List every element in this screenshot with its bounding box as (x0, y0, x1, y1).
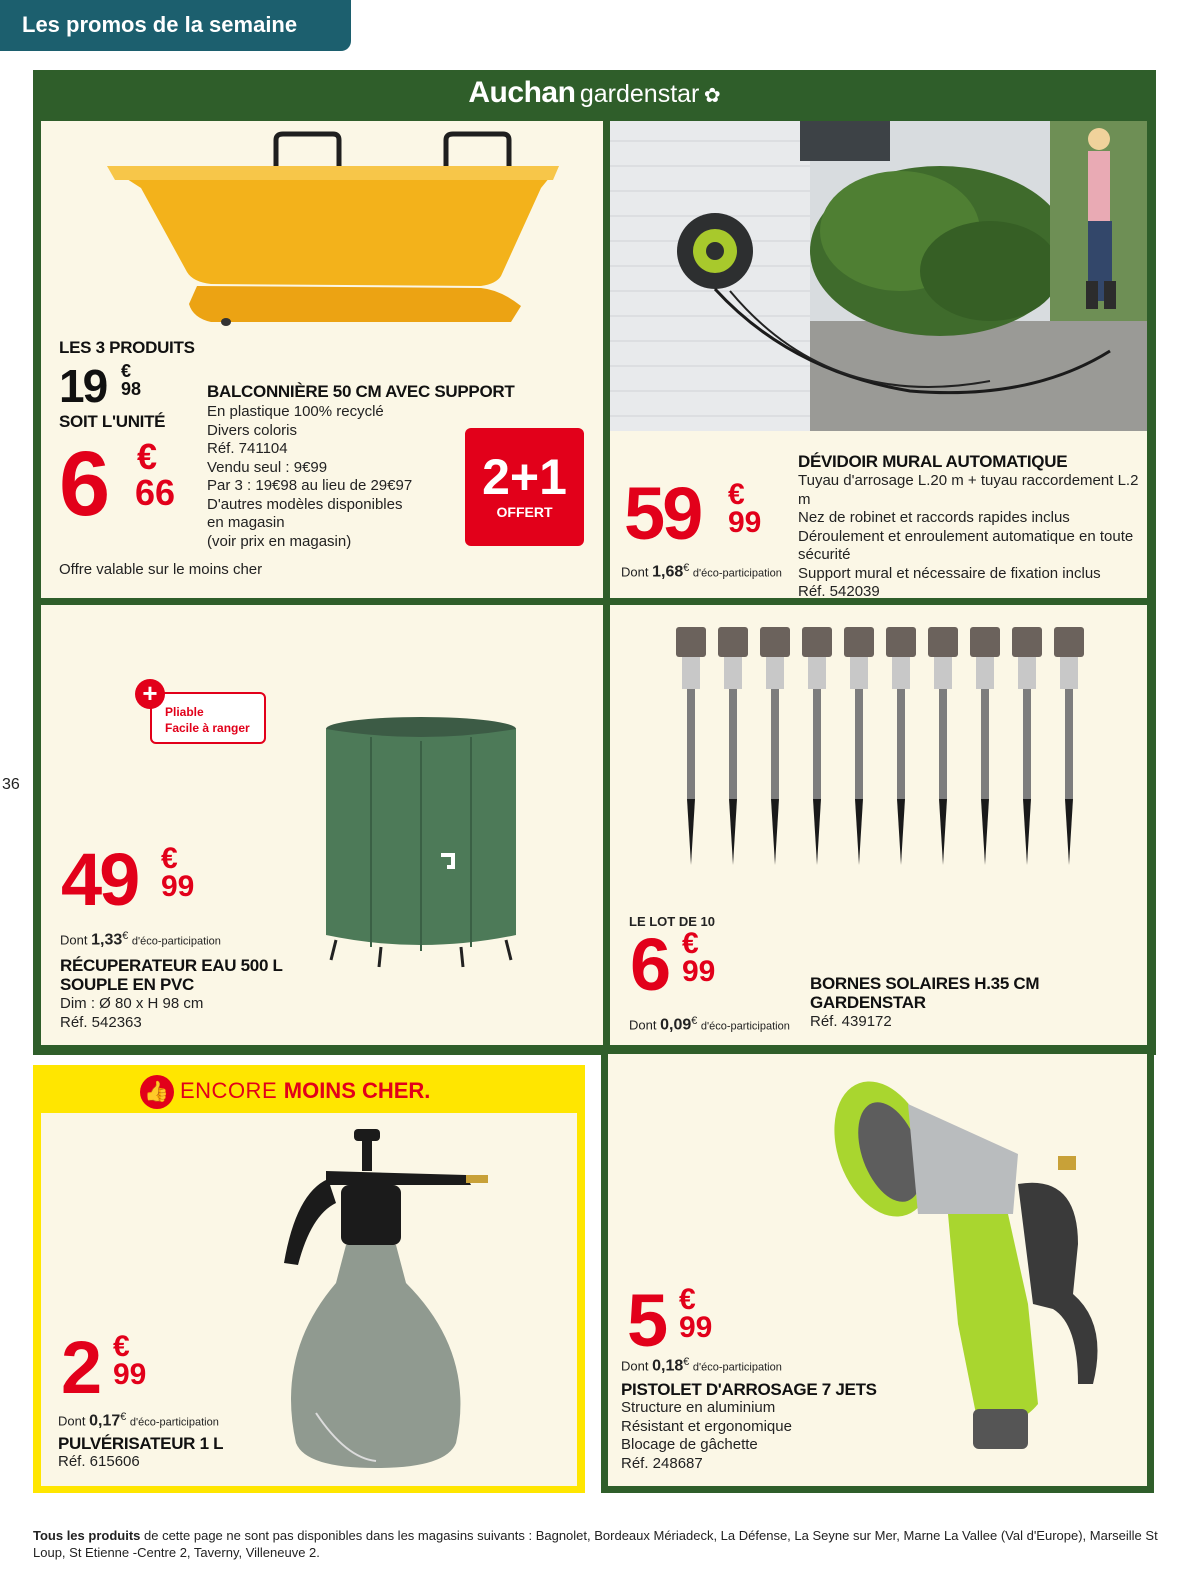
detail-line: Structure en aluminium (621, 1399, 776, 1416)
leaf-icon: ✿ (703, 85, 721, 107)
qty-label: LES 3 PRODUITS (59, 338, 195, 357)
price-euro: € (161, 842, 178, 875)
price-int: 5 (627, 1279, 666, 1362)
price-int: 6 (630, 923, 669, 1006)
product-details (60, 995, 203, 1032)
unit-label: SOIT L'UNITÉ (59, 412, 166, 431)
unit-price-cent: 66 (135, 472, 176, 513)
eco-prefix: Dont (629, 1017, 657, 1033)
eco-value: 0,09 (660, 1016, 692, 1034)
eco-euro: € (122, 930, 129, 942)
detail-line: D'autres modèles disponibles (207, 495, 403, 513)
detail-line: Réf. 542363 (60, 1013, 142, 1031)
total-price (59, 359, 142, 413)
feature-tag (150, 692, 266, 744)
eco-prefix: Dont (60, 932, 88, 948)
unit-price-euro: € (137, 436, 158, 477)
total-price-cent: 98 (121, 379, 142, 399)
product-ref: Réf. 439172 (810, 1013, 892, 1030)
brand-logo (33, 76, 1156, 110)
eco-participation (621, 562, 782, 581)
product-title (60, 956, 283, 994)
product-title: PISTOLET D'ARROSAGE 7 JETS (621, 1380, 877, 1399)
title-line: RÉCUPERATEUR EAU 500 L (60, 956, 283, 975)
price-int: 59 (624, 472, 701, 555)
price-euro: € (113, 1330, 130, 1363)
eco-value: 0,17 (89, 1412, 121, 1430)
planter-image (101, 126, 571, 331)
product-card-devidoir[interactable] (610, 121, 1147, 598)
detail-line: Dim : Ø 80 x H 98 cm (60, 995, 204, 1012)
eco-euro: € (683, 562, 690, 574)
total-price-euro: € (121, 361, 132, 381)
product-title: PULVÉRISATEUR 1 L (58, 1434, 224, 1453)
brand-sub: gardenstar (579, 80, 700, 108)
detail-line: En plastique 100% recyclé (207, 403, 384, 420)
price (61, 838, 195, 921)
product-card-pistolet[interactable] (608, 1054, 1147, 1486)
page-header-tab: Les promos de la semaine (0, 0, 351, 51)
price-cent: 99 (113, 1358, 147, 1391)
price-euro: € (728, 478, 745, 511)
title-line: GARDENSTAR (810, 993, 926, 1012)
eco-suffix: d'éco-participation (692, 1361, 782, 1374)
product-details (207, 403, 412, 551)
plus-icon: + (135, 679, 165, 709)
qty-label: LE LOT DE 10 (629, 914, 715, 929)
price-int: 49 (61, 838, 138, 921)
price-cent: 99 (682, 955, 716, 988)
title-line: BORNES SOLAIRES H.35 CM (810, 974, 1040, 993)
eco-participation (58, 1411, 219, 1430)
unit-price (59, 433, 176, 535)
eco-participation (629, 1015, 790, 1034)
eco-suffix: d'éco-participation (131, 935, 221, 948)
product-card-bornes[interactable] (610, 605, 1147, 1045)
eco-prefix: Dont (621, 564, 649, 580)
sprayer-image (266, 1123, 501, 1473)
price (61, 1326, 147, 1409)
spray-gun-image (828, 1064, 1128, 1464)
title-line: SOUPLE EN PVC (60, 975, 195, 994)
detail-line: Divers coloris (207, 421, 298, 439)
eco-value: 1,68 (652, 563, 684, 581)
detail-line: en magasin (207, 514, 285, 531)
detail-line: Nez de robinet et raccords rapides inclus (798, 509, 1070, 526)
price-cent: 99 (161, 870, 195, 903)
price-euro: € (682, 927, 699, 960)
detail-line: (voir prix en magasin) (207, 532, 352, 550)
eco-prefix: Dont (621, 1358, 649, 1374)
footer-bold: Tous les produits (33, 1528, 141, 1543)
detail-line: Vendu seul : 9€99 (207, 458, 328, 476)
price-cent: 99 (679, 1311, 713, 1344)
total-price-int: 19 (59, 360, 107, 412)
product-title (810, 974, 1039, 1012)
eco-suffix: d'éco-participation (129, 1416, 219, 1429)
detail-line: Réf. 741104 (207, 440, 288, 457)
page-number: 36 (2, 776, 20, 793)
badge-small: OFFERT (496, 504, 553, 520)
eco-participation (621, 1356, 782, 1375)
footer-text: de cette page ne sont pas disponibles dans les magasins suivants : Bagnolet, Bordeaux Mériadeck, La Défense, La Seyne sur Mer, Marne La Vallee (Val d'Europe), Marseille St Loup, St Etienne -Centre 2, Taverny, Villeneuve 2. (33, 1528, 1158, 1560)
detail-line: Réf. 248687 (621, 1454, 703, 1472)
offer-note: Offre valable sur le moins cher (59, 561, 263, 578)
detail-line: sécurité (798, 546, 851, 563)
banner-bold: MOINS CHER. (283, 1077, 431, 1103)
price (624, 472, 762, 555)
detail-line: Réf. 542039 (798, 583, 880, 598)
hose-reel-photo (610, 121, 1147, 431)
eco-euro: € (691, 1015, 698, 1027)
tag-line: Pliable (165, 705, 204, 719)
encore-moins-cher-banner (140, 1075, 430, 1109)
price-cent: 99 (728, 506, 762, 539)
detail-line: Par 3 : 19€98 au lieu de 29€97 (207, 477, 413, 494)
solar-lights-image (672, 625, 1112, 875)
unit-price-int: 6 (59, 433, 108, 535)
availability-footer (33, 1527, 1173, 1561)
product-card-recuperateur[interactable] (41, 605, 603, 1045)
product-details (798, 472, 1147, 598)
eco-suffix: d'éco-participation (700, 1020, 790, 1033)
brand-name: Auchan (468, 76, 576, 109)
price-euro: € (679, 1283, 696, 1316)
eco-prefix: Dont (58, 1413, 86, 1429)
eco-euro: € (683, 1356, 690, 1368)
eco-value: 1,33 (91, 931, 123, 949)
product-ref: Réf. 615606 (58, 1453, 140, 1470)
price-int: 2 (61, 1326, 100, 1409)
water-tank-image (311, 715, 531, 975)
product-title: BALCONNIÈRE 50 CM AVEC SUPPORT (207, 382, 515, 401)
detail-line: Blocage de gâchette (621, 1436, 758, 1453)
pistolet-frame (601, 1052, 1154, 1493)
detail-line: Résistant et ergonomique (621, 1417, 792, 1435)
eco-euro: € (120, 1411, 127, 1423)
detail-line: Déroulement et enroulement automatique en toute (798, 527, 1134, 545)
eco-participation (60, 930, 221, 949)
tag-line: Facile à ranger (165, 721, 250, 735)
product-card-pulverisateur[interactable] (41, 1113, 577, 1486)
product-details (621, 1399, 792, 1473)
eco-value: 0,18 (652, 1357, 684, 1375)
price (630, 923, 716, 1006)
product-title: DÉVIDOIR MURAL AUTOMATIQUE (798, 452, 1068, 471)
detail-line: Tuyau d'arrosage L.20 m + tuyau raccordement L.2 m (798, 472, 1139, 508)
banner-plain: ENCORE (180, 1077, 284, 1103)
eco-suffix: d'éco-participation (692, 567, 782, 580)
badge-big: 2+1 (482, 449, 567, 505)
detail-line: Support mural et nécessaire de fixation inclus (798, 564, 1101, 582)
thumbs-up-icon: 👍 (140, 1075, 174, 1109)
price (627, 1279, 713, 1362)
promo-badge-2plus1 (465, 428, 584, 546)
